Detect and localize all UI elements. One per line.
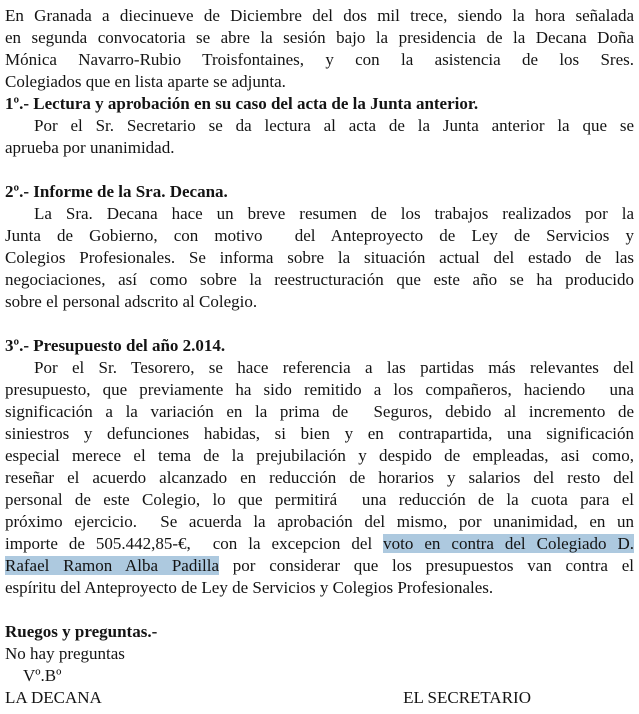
document-line: especial merece el tema de la prejubilación y despido de empleadas, asi como, (5, 446, 634, 465)
document-line: próximo ejercicio. Se acuerda la aprobación del mismo, por unanimidad, en un (5, 512, 634, 531)
document-line: La Sra. Decana hace un breve resumen de los trabajos realizados por la (34, 204, 634, 223)
text-segment: por considerar que los presupuestos van contra el (219, 556, 634, 575)
vb-line: Vº.Bº (23, 666, 62, 685)
document-line: negociaciones, así como sobre la reestructuración que este año se ha producido (5, 270, 634, 289)
document-line: Por el Sr. Secretario se da lectura al acta de la Junta anterior la que se (34, 116, 634, 135)
section-heading-2: 2º.- Informe de la Sra. Decana. (5, 182, 228, 201)
document-line: En Granada a diecinueve de Diciembre del dos mil trece, siendo la hora señalada (5, 6, 634, 25)
document-line: Por el Sr. Tesorero, se hace referencia a las partidas más relevantes del (34, 358, 634, 377)
section-heading-ruegos: Ruegos y preguntas.- (5, 622, 158, 641)
document-line: Junta de Gobierno, con motivo del Anteproyecto de Ley de Servicios y (5, 226, 634, 245)
document-line (5, 555, 634, 577)
document-line: sobre el personal adscrito al Colegio. (5, 292, 258, 311)
document-line: reseñar el acuerdo alcanzado en reducción de horarios y salarios del resto del (5, 468, 634, 487)
document-line: en segunda convocatoria se abre la sesión bajo la presidencia de la Decana Doña (5, 28, 634, 47)
document-line: Mónica Navarro-Rubio Troisfontaines, y con la asistencia de los Sres. (5, 50, 634, 69)
blank-line (5, 599, 634, 621)
document-line: personal de este Colegio, lo que permitirá una reducción de la cuota para el (5, 490, 634, 509)
document-line: siniestros y defunciones habidas, si bien y en contrapartida, una significación (5, 424, 634, 443)
document-line: significación a la variación en la prima de Seguros, debido al incremento de (5, 402, 634, 421)
document-line (5, 533, 634, 555)
document-line: presupuesto, que previamente ha sido remitido a los compañeros, haciendo una (5, 380, 634, 399)
signature-label-decana: LA DECANA (5, 688, 102, 707)
document-line: espíritu del Anteproyecto de Ley de Servicios y Colegios Profesionales. (5, 578, 494, 597)
signature-label-secretario: EL SECRETARIO (403, 688, 531, 707)
signature-row (5, 687, 634, 709)
section-heading-3: 3º.- Presupuesto del año 2.014. (5, 336, 226, 355)
document-line: aprueba por unanimidad. (5, 138, 175, 157)
text-segment: importe de 505.442,85-€, con la excepcion del (5, 534, 384, 553)
blank-line (5, 313, 634, 335)
highlighted-text: voto en contra del Colegiado D. (383, 534, 634, 553)
document-line: Colegiados que en lista aparte se adjunta. (5, 72, 286, 91)
highlighted-text: Rafael Ramon Alba Padilla (5, 556, 220, 575)
document-line: Colegios Profesionales. Se informa sobre la situación actual del estado de las (5, 248, 634, 267)
section-heading-1: 1º.- Lectura y aprobación en su caso del acta de la Junta anterior. (5, 94, 479, 113)
document-line: No hay preguntas (5, 644, 125, 663)
blank-line (5, 159, 634, 181)
